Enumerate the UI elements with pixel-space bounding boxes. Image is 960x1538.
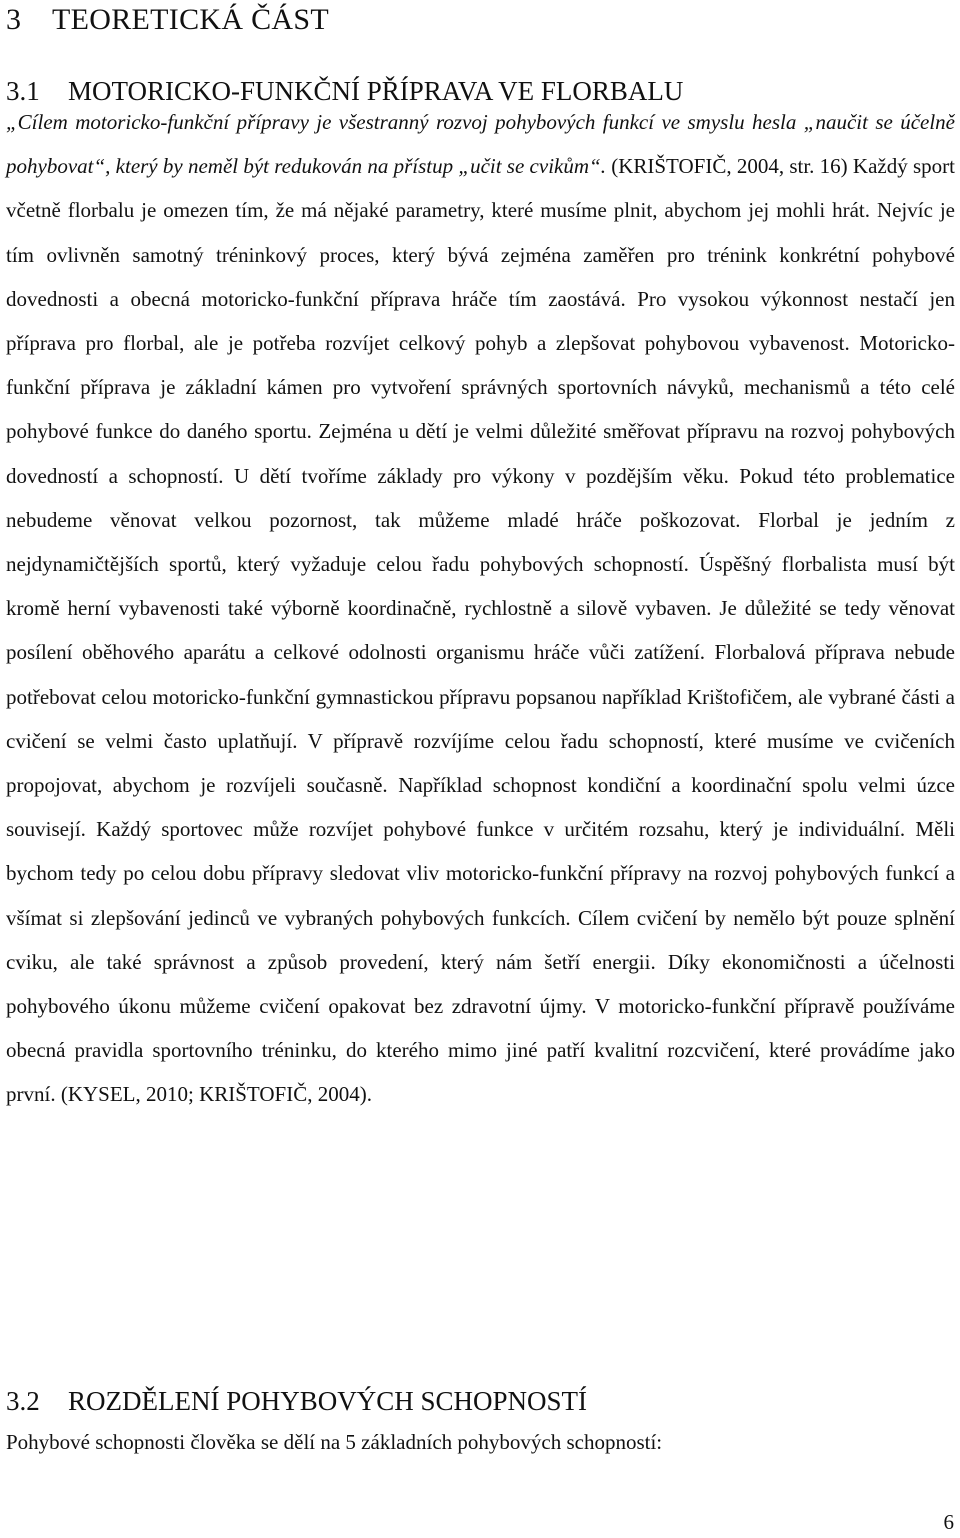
quote-text: „Cílem motoricko-funkční přípravy je všestranný rozvoj pohybových funkcí ve smyslu hesla „naučit se účelně pohybovat“, který by neměl být redukován na přístup „učit se cvikům“.: [6, 110, 955, 179]
section-title: ROZDĚLENÍ POHYBOVÝCH SCHOPNOSTÍ: [68, 1386, 588, 1416]
chapter-title: TEORETICKÁ ČÁST: [52, 3, 329, 36]
section-number: 3.1: [6, 76, 40, 106]
section-number: 3.2: [6, 1386, 40, 1416]
section-3-1-paragraph: [6, 100, 955, 1117]
page-number: 6: [943, 1510, 954, 1534]
chapter-number: 3: [6, 3, 22, 36]
chapter-heading: [6, 2, 329, 38]
section-title: MOTORICKO-FUNKČNÍ PŘÍPRAVA VE FLORBALU: [68, 76, 684, 106]
body-text: (KRIŠTOFIČ, 2004, str. 16) Každý sport včetně florbalu je omezen tím, že má nějaké parametry, které musíme plnit, abychom jej mohli hrát. Nejvíc je tím ovlivněn samotný tréninkový proces, který bývá zejména zaměřen pro trénink konkrétní pohybové dovednosti a obecná motoricko-funkční příprava hráče tím zaostává. Pro vysokou výkonnost nestačí jen příprava pro florbal, ale je potřeba rozvíjet celkový pohyb a zlepšovat pohybovou vybavenost. Motoricko-funkční příprava je základní kámen pro vytvoření správných sportovních návyků, mechanismů a této celé pohybové funkce do daného sportu. Zejména u dětí je velmi důležité směřovat přípravu na rozvoj pohybových dovedností a schopností. U dětí tvoříme základy pro výkony v pozdějším věku. Pokud této problematice nebudeme věnovat velkou pozornost, tak můžeme mladé hráče poškozovat. Florbal je jedním z nejdynamičtějších sportů, který vyžaduje celou řadu pohybových schopností. Úspěšný florbalista musí být kromě herní vybavenosti také výborně koordinačně, rychlostně a silově vybaven. Je důležité se tedy věnovat posílení oběhového aparátu a celkové odolnosti organismu hráče vůči zatížení. Florbalová příprava nebude potřebovat celou motoricko-funkční gymnastickou přípravu popsanou například Krištofičem, ale vybrané části a cvičení se velmi často uplatňují. V přípravě rozvíjíme celou řadu schopností, které musíme ve cvičeních propojovat, abychom je rozvíjeli současně. Například schopnost kondiční a koordinační spolu velmi úzce souvisejí. Každý sportovec může rozvíjet pohybové funkce v určitém rozsahu, který je individuální. Měli bychom tedy po celou dobu přípravy sledovat vliv motoricko-funkční přípravy na rozvoj pohybových funkcí a všímat si zlepšování jedinců ve vybraných pohybových funkcích. Cílem cvičení by nemělo být pouze splnění cviku, ale také správnost a způsob provedení, který nám šetří energii. Díky ekonomičnosti a účelnosti pohybového úkonu můžeme cvičení opakovat bez zdravotní újmy. V motoricko-funkční přípravě používáme obecná pravidla sportovního tréninku, do kterého mimo jiné patří kvalitní rozcvičení, které provádíme jako první. (KYSEL, 2010; KRIŠTOFIČ, 2004).: [6, 154, 955, 1107]
section-heading-3-2: [6, 1384, 587, 1418]
section-3-2-paragraph: Pohybové schopnosti člověka se dělí na 5 základních pohybových schopností:: [6, 1430, 663, 1454]
